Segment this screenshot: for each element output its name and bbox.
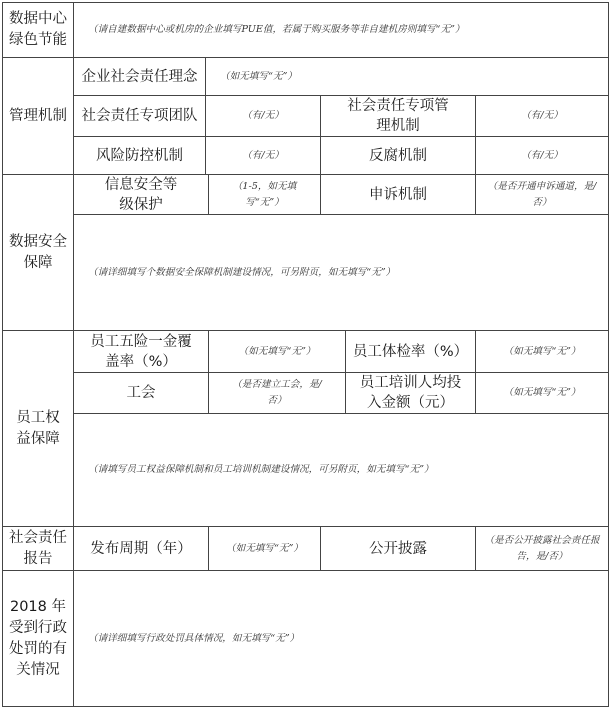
penalties-detail-field[interactable]: （请详细填写行政处罚具体情况，如无填写“无”） xyxy=(88,632,300,644)
csr-concept-label: 企业社会责任理念 xyxy=(81,68,198,85)
risk-control-label: 风险防控机制 xyxy=(96,147,183,164)
section-penalties-heading: 2018 年受到行政处罚的有关情况 xyxy=(9,598,67,678)
level-protection-field[interactable]: （1-5，如无填写“无”） xyxy=(232,180,297,208)
report-cycle-field[interactable]: （如无填写“无”） xyxy=(226,542,303,554)
csr-mechanism-label: 社会责任专项管理机制 xyxy=(347,98,449,134)
anti-corruption-label: 反腐机制 xyxy=(369,147,427,164)
checkup-rate-field[interactable]: （如无填写“无”） xyxy=(503,345,581,357)
report-cycle-label: 发布周期（年） xyxy=(90,540,192,557)
public-disclosure-field[interactable]: （是否公开披露社会责任报告，是/否） xyxy=(484,534,600,562)
union-label: 工会 xyxy=(126,385,156,401)
section-management-heading: 管理机制 xyxy=(9,107,67,124)
employee-rights-detail-field[interactable]: （请填写员工权益保障机制和员工培训机制建设情况，可另附页，如无填写“无”） xyxy=(88,464,434,475)
level-protection-label: 信息安全等级保护 xyxy=(104,176,178,213)
training-investment-label: 员工培训人均投入金额（元） xyxy=(359,375,462,411)
section-employee-rights-heading: 员工权益保障 xyxy=(16,409,60,447)
dc-green-hint-field[interactable]: （请自建数据中心或机房的企业填写PUE值，若属于购买服务等非自建机房则填写“无”） xyxy=(88,24,465,35)
csr-team-field[interactable]: （有/无） xyxy=(242,110,284,121)
risk-control-field[interactable]: （有/无） xyxy=(242,149,284,161)
data-security-detail-field[interactable]: （请详细填写个数据安全保障机制建设情况，可另附页，如无填写“无”） xyxy=(88,266,396,278)
section-data-security-heading: 数据安全保障 xyxy=(9,233,67,271)
insurance-coverage-field[interactable]: （如无填写“无”） xyxy=(238,345,316,357)
section-dc-green-heading: 数据中心绿色节能 xyxy=(9,11,67,48)
section-csr-report-heading: 社会责任报告 xyxy=(9,529,67,567)
complaint-field[interactable]: （是否开通申诉通道，是/否） xyxy=(487,180,597,208)
anti-corruption-field[interactable]: （有/无） xyxy=(521,149,563,161)
complaint-label: 申诉机制 xyxy=(369,186,427,203)
csr-mechanism-field[interactable]: （有/无） xyxy=(521,110,563,121)
training-investment-field[interactable]: （如无填写“无”） xyxy=(503,387,581,398)
checkup-rate-label: 员工体检率（%） xyxy=(352,343,469,360)
union-field[interactable]: （是否建立工会，是/否） xyxy=(232,379,322,406)
insurance-coverage-label: 员工五险一金覆盖率（%） xyxy=(90,333,192,370)
csr-concept-field[interactable]: （如无填写“无”） xyxy=(220,70,297,82)
csr-team-label: 社会责任专项团队 xyxy=(81,108,198,124)
public-disclosure-label: 公开披露 xyxy=(369,540,427,557)
